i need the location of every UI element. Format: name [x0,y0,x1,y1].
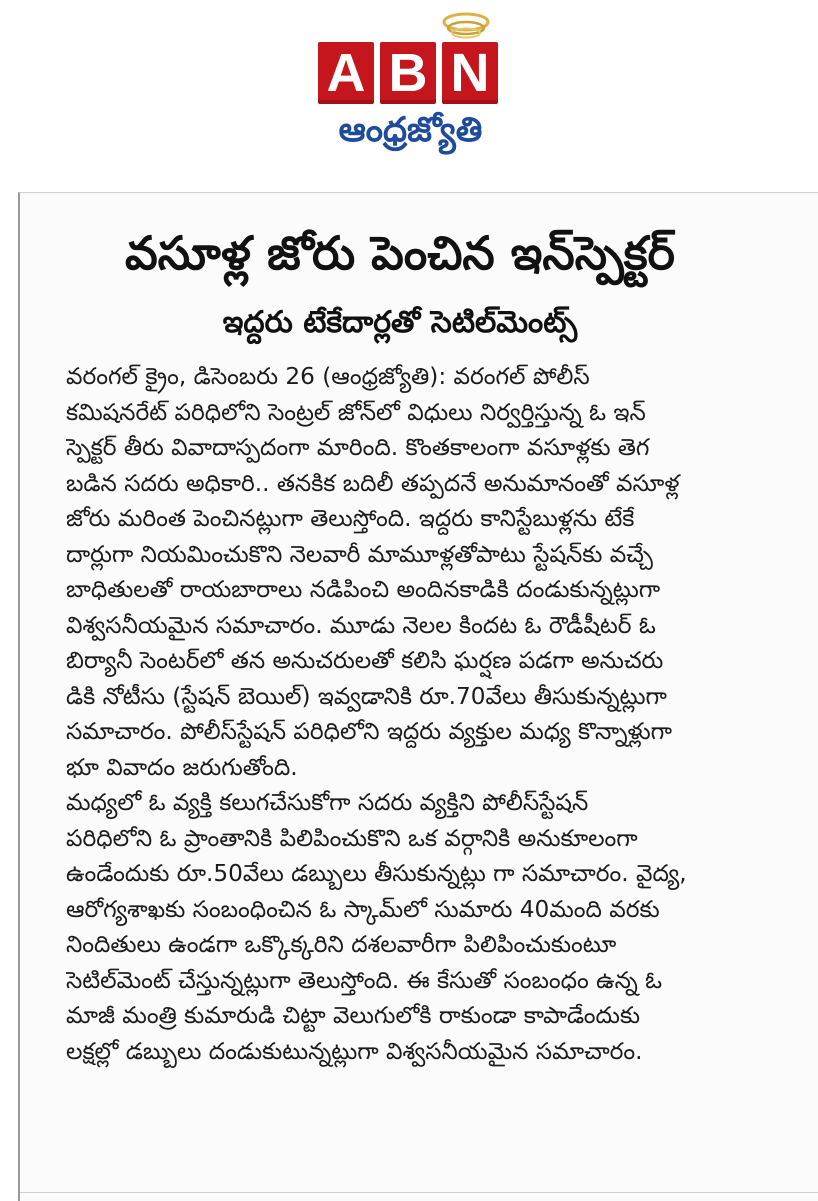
article-line: బడిన సదరు అధికారి.. తనకిక బదిలీ తప్పదనే అనుమానంతో వసూళ్ల [66,469,680,497]
article-line: మాజీ మంత్రి కుమారుడి చిట్టా వెలుగులోకి రాకుండా కాపాడేందుకు [66,1002,641,1029]
article-line: ఆరోగ్యశాఖకు సంబంధించిన ఓ స్కామ్‌లో సుమారు 40మంది వరకు [66,895,660,923]
article-line: వరంగల్ క్రైం, డిసెంబరు 26 (ఆంధ్రజ్యోతి): వరంగల్ పోలీస్ [66,363,590,390]
abn-letters [318,42,498,104]
article-line: జోరు మరింత పెంచినట్లుగా తెలుస్తోంది. ఇద్దరు కానిస్టేబుళ్లను టేకే [66,505,635,532]
article-line: సెటిల్‌మెంట్ చేస్తున్నట్లుగా తెలుస్తోంది. ఈ కేసుతో సంబంధం ఉన్న ఓ [66,966,663,994]
abn-logo [318,8,503,158]
article-line: నిందితులు ఉండగా ఒక్కొక్కరిని దశలవారీగా పిలిపించుకుంటూ [66,931,617,958]
article-headline: వసూళ్ల జోరు పెంచిన ఇన్‌స్పెక్టర్ [125,226,675,280]
abn-letter-b: B [380,42,436,104]
article-line: దార్లుగా నియమించుకొని నెలవారీ మామూళ్లతోపాటు స్టేషన్‌కు వచ్చే [66,540,653,568]
article-line: కమిషనరేట్ పరిధిలోని సెంట్రల్ జోన్‌లో విధులు నిర్వర్తిస్తున్న ఓ ఇన్ [66,398,646,426]
article-line: డికి నోటీసు (స్టేషన్ బెయిల్) ఇవ్వడానికి రూ.70వేలు తీసుకున్నట్లుగా [66,682,667,710]
article-line: స్పెక్టర్ తీరు వివాదాస్పదంగా మారింది. కొంతకాలంగా వసూళ్లకు తెగ [66,434,650,461]
article-line: విశ్వసనీయమైన సమాచారం. మూడు నెలల కిందట ఓ రౌడీషీటర్ ఓ [66,611,656,639]
abn-letter-n: N [442,42,498,104]
article-line: సమాచారం. పోలీస్‌స్టేషన్ పరిధిలోని ఇద్దరు వ్యక్తుల మధ్య కొన్నాళ్లుగా [66,718,672,745]
article-line: బిర్యానీ సెంటర్‌లో తన అనుచరులతో కలిసి ఘర్షణ పడగా అనుచరు [66,647,664,674]
masthead [0,0,818,190]
article-body [66,359,806,1069]
article-line: బాధితులతో రాయబారాలు నడిపించి అందినకాడికి దండుకున్నట్లుగా [66,576,661,603]
article-line: భూ వివాదం జరుగుతోంది. [66,753,298,781]
article-line: ఉండేందుకు రూ.50వేలు డబ్బులు తీసుకున్నట్లు గా సమాచారం. వైద్య, [66,860,687,887]
article-line: పరిధిలోని ఓ ప్రాంతానికి పిలిపించుకొని ఒక వర్గానికి అనుకూలంగా [66,824,638,852]
article-line: మధ్యలో ఓ వ్యక్తి కలుగచేసుకోగా సదరు వ్యక్తిని పోలీస్‌స్టేషన్ [66,789,589,816]
news-clipping [18,192,818,1201]
brand-name-telugu: ఆంధ్రజ్యోతి [338,110,483,150]
article-subheadline: ఇద్దరు టేకేదార్లతో సెటిల్‌మెంట్స్ [222,305,578,340]
abn-letter-a: A [318,42,374,104]
article-line: లక్షల్లో డబ్బులు దండుకుటున్నట్లుగా విశ్వసనీయమైన సమాచారం. [66,1037,643,1065]
bottom-rule [20,1192,818,1193]
